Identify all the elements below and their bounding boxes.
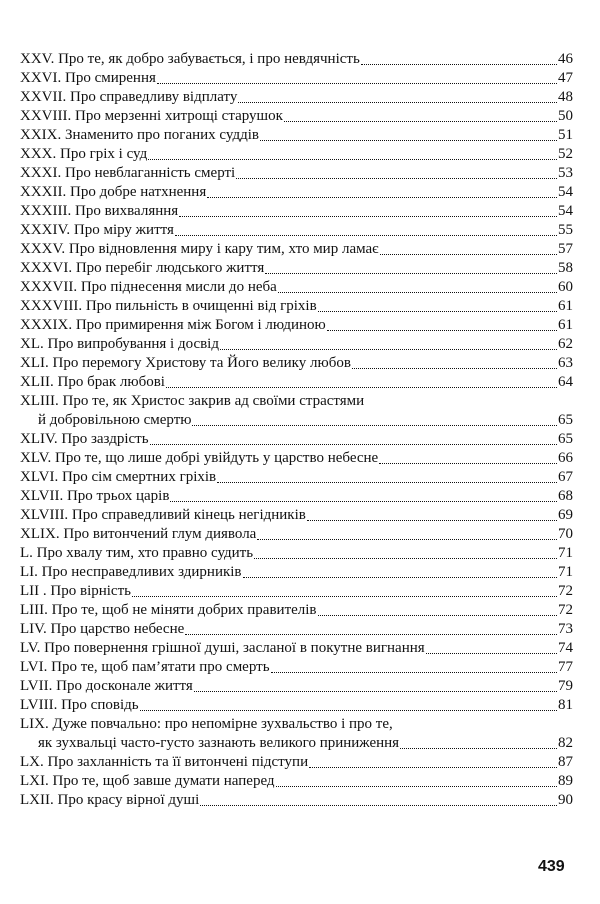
toc-entry-title: XXXVII. Про піднесення мисли до неба — [20, 279, 277, 295]
toc-entry-title: L. Про хвалу тим, хто правно судить — [20, 545, 254, 561]
toc-page-number: 64 — [558, 374, 573, 390]
toc-page-number: 48 — [558, 89, 573, 105]
toc-page-number: 67 — [558, 469, 573, 485]
dot-leader — [309, 767, 557, 768]
toc-page-number: 61 — [558, 317, 573, 333]
toc-entry-title: LXII. Про красу вірної душі — [20, 792, 200, 808]
toc-entry-title: XLVIII. Про справедливий кінець негідників — [20, 507, 306, 523]
toc-entry — [20, 278, 573, 297]
dot-leader — [260, 140, 557, 141]
toc-entry-title: XLIV. Про заздрість — [20, 431, 149, 447]
toc-page-number: 51 — [558, 127, 573, 143]
toc-entry-title: XXVI. Про смирення — [20, 70, 156, 86]
toc-entry-title: LX. Про захланність та її витончені підступи — [20, 754, 309, 770]
dot-leader — [200, 805, 557, 806]
toc-page-number: 73 — [558, 621, 573, 637]
dot-leader — [166, 387, 557, 388]
toc-page-number: 72 — [558, 583, 573, 599]
toc-entry — [20, 430, 573, 449]
toc-entry-title: XLIII. Про те, як Христос закрив ад своїми страстями — [20, 393, 365, 409]
toc-entry-title: LVIII. Про сповідь — [20, 697, 139, 713]
toc-entry-title: XXX. Про гріх і суд — [20, 146, 148, 162]
dot-leader — [278, 292, 557, 293]
toc-entry — [20, 240, 573, 259]
toc-page-number: 65 — [558, 412, 573, 428]
toc-page-number: 46 — [558, 51, 573, 67]
toc-entry — [20, 677, 573, 696]
toc-entry — [20, 449, 573, 468]
toc-entry — [20, 772, 573, 791]
toc-entry-title: XLIX. Про витончений глум диявола — [20, 526, 257, 542]
dot-leader — [257, 539, 557, 540]
dot-leader — [254, 558, 557, 559]
dot-leader — [157, 83, 557, 84]
dot-leader — [132, 596, 557, 597]
toc-entry — [20, 639, 573, 658]
dot-leader — [236, 178, 557, 179]
toc-page-number: 79 — [558, 678, 573, 694]
toc-page-number: 69 — [558, 507, 573, 523]
dot-leader — [170, 501, 557, 502]
toc-entry-title: XXXII. Про добре натхнення — [20, 184, 207, 200]
toc-entry — [20, 544, 573, 563]
toc-entry-title: LII . Про вірність — [20, 583, 131, 599]
toc-page-number: 82 — [558, 735, 573, 751]
dot-leader — [243, 577, 557, 578]
toc-entry-title: як зухвальці часто-густо зазнають великого приниження — [38, 735, 400, 751]
toc-entry — [20, 791, 573, 810]
toc-page-number: 74 — [558, 640, 573, 656]
toc-page-number: 66 — [558, 450, 573, 466]
dot-leader — [140, 710, 557, 711]
toc-entry — [20, 88, 573, 107]
toc-entry — [20, 50, 573, 69]
toc-page-number: 63 — [558, 355, 573, 371]
dot-leader — [307, 520, 557, 521]
toc-page-number: 72 — [558, 602, 573, 618]
dot-leader — [380, 254, 557, 255]
dot-leader — [400, 748, 557, 749]
toc-page-number: 54 — [558, 203, 573, 219]
toc-entry-title: LVI. Про те, щоб пам’ятати про смерть — [20, 659, 270, 675]
toc-entry-title: XXXIII. Про вихваляння — [20, 203, 179, 219]
toc-entry — [20, 734, 573, 753]
toc-page-number: 58 — [558, 260, 573, 276]
toc-entry-title: XXXVI. Про перебіг людського життя — [20, 260, 265, 276]
toc-page-number: 81 — [558, 697, 573, 713]
toc-entry — [20, 316, 573, 335]
dot-leader — [179, 216, 557, 217]
toc-entry — [20, 525, 573, 544]
toc-entry — [20, 107, 573, 126]
toc-entry — [20, 753, 573, 772]
dot-leader — [352, 368, 557, 369]
toc-page-number: 55 — [558, 222, 573, 238]
toc-entry-title: XXVIII. Про мерзенні хитрощі старушок — [20, 108, 283, 124]
toc-entry — [20, 297, 573, 316]
toc-entry-title: XXVII. Про справедливу відплату — [20, 89, 238, 105]
dot-leader — [220, 349, 557, 350]
page-number: 439 — [538, 858, 565, 875]
dot-leader — [185, 634, 557, 635]
toc-entry-title: XXIX. Знаменито про поганих суддів — [20, 127, 259, 143]
toc-page-number: 71 — [558, 545, 573, 561]
toc-entry — [20, 411, 573, 430]
dot-leader — [150, 444, 557, 445]
dot-leader — [217, 482, 557, 483]
toc-page-number: 90 — [558, 792, 573, 808]
toc-entry — [20, 506, 573, 525]
toc-entry-title: XXXIX. Про примирення між Богом і людиною — [20, 317, 326, 333]
dot-leader — [318, 615, 557, 616]
dot-leader — [194, 691, 557, 692]
dot-leader — [276, 786, 557, 787]
toc-page-number: 57 — [558, 241, 573, 257]
toc-page-number: 61 — [558, 298, 573, 314]
toc-entry — [20, 601, 573, 620]
toc-entry-title: XXXI. Про невблаганність смерті — [20, 165, 236, 181]
dot-leader — [361, 64, 557, 65]
dot-leader — [327, 330, 557, 331]
toc-entry-title: LIII. Про те, щоб не міняти добрих правителів — [20, 602, 317, 618]
toc-page-number: 52 — [558, 146, 573, 162]
toc-page-number: 60 — [558, 279, 573, 295]
toc-entry — [20, 259, 573, 278]
toc-page-number: 62 — [558, 336, 573, 352]
toc-entry — [20, 354, 573, 373]
toc-entry-title: XLV. Про те, що лише добрі увійдуть у царство небесне — [20, 450, 379, 466]
dot-leader — [148, 159, 557, 160]
toc-entry-title: XLVI. Про сім смертних гріхів — [20, 469, 217, 485]
toc-entry-title: LIX. Дуже повчально: про непомірне зухвальство і про те, — [20, 716, 393, 732]
toc-entry-title: LV. Про повернення грішної душі, засланої в покутне вигнання — [20, 640, 425, 656]
toc-entry — [20, 183, 573, 202]
toc-entry-title: XXXIV. Про міру життя — [20, 222, 174, 238]
toc-entry-title: XLI. Про перемогу Христову та Його велику любов — [20, 355, 351, 371]
dot-leader — [265, 273, 557, 274]
toc-entry-title: LIV. Про царство небесне — [20, 621, 185, 637]
toc-page-number: 53 — [558, 165, 573, 181]
toc-entry — [20, 335, 573, 354]
toc-entry-title: XXXV. Про відновлення миру і кару тим, хто мир ламає — [20, 241, 379, 257]
toc-entry — [20, 468, 573, 487]
table-of-contents — [20, 50, 573, 810]
dot-leader — [192, 425, 557, 426]
toc-page-number: 89 — [558, 773, 573, 789]
toc-page-number: 50 — [558, 108, 573, 124]
dot-leader — [271, 672, 557, 673]
toc-page-number: 65 — [558, 431, 573, 447]
toc-entry — [20, 487, 573, 506]
toc-entry-title: LI. Про несправедливих здирників — [20, 564, 242, 580]
toc-page-number: 54 — [558, 184, 573, 200]
toc-entry — [20, 373, 573, 392]
toc-entry-title: XLVII. Про трьох царів — [20, 488, 170, 504]
toc-page-number: 70 — [558, 526, 573, 542]
toc-entry — [20, 145, 573, 164]
toc-page-number: 68 — [558, 488, 573, 504]
toc-entry-title: й добровільною смертю — [38, 412, 192, 428]
toc-entry — [20, 202, 573, 221]
dot-leader — [426, 653, 557, 654]
toc-entry-title: LXI. Про те, щоб завше думати наперед — [20, 773, 275, 789]
dot-leader — [238, 102, 557, 103]
toc-entry — [20, 221, 573, 240]
toc-entry-title: XXV. Про те, як добро забувається, і про невдячність — [20, 51, 360, 67]
toc-entry-title: XLII. Про брак любові — [20, 374, 165, 390]
toc-entry — [20, 658, 573, 677]
dot-leader — [379, 463, 557, 464]
toc-entry — [20, 563, 573, 582]
toc-entry — [20, 582, 573, 601]
toc-entry — [20, 164, 573, 183]
dot-leader — [175, 235, 557, 236]
toc-page-number: 47 — [558, 70, 573, 86]
toc-entry — [20, 696, 573, 715]
toc-page-number: 71 — [558, 564, 573, 580]
dot-leader — [318, 311, 557, 312]
toc-page-number: 77 — [558, 659, 573, 675]
toc-entry — [20, 620, 573, 639]
toc-entry-title: LVII. Про досконале життя — [20, 678, 193, 694]
toc-entry-title: XXXVIII. Про пильність в очищенні від гріхів — [20, 298, 317, 314]
dot-leader — [207, 197, 557, 198]
toc-page-number: 87 — [558, 754, 573, 770]
toc-entry-title: XL. Про випробування і досвід — [20, 336, 219, 352]
toc-entry — [20, 126, 573, 145]
dot-leader — [284, 121, 557, 122]
toc-entry — [20, 69, 573, 88]
